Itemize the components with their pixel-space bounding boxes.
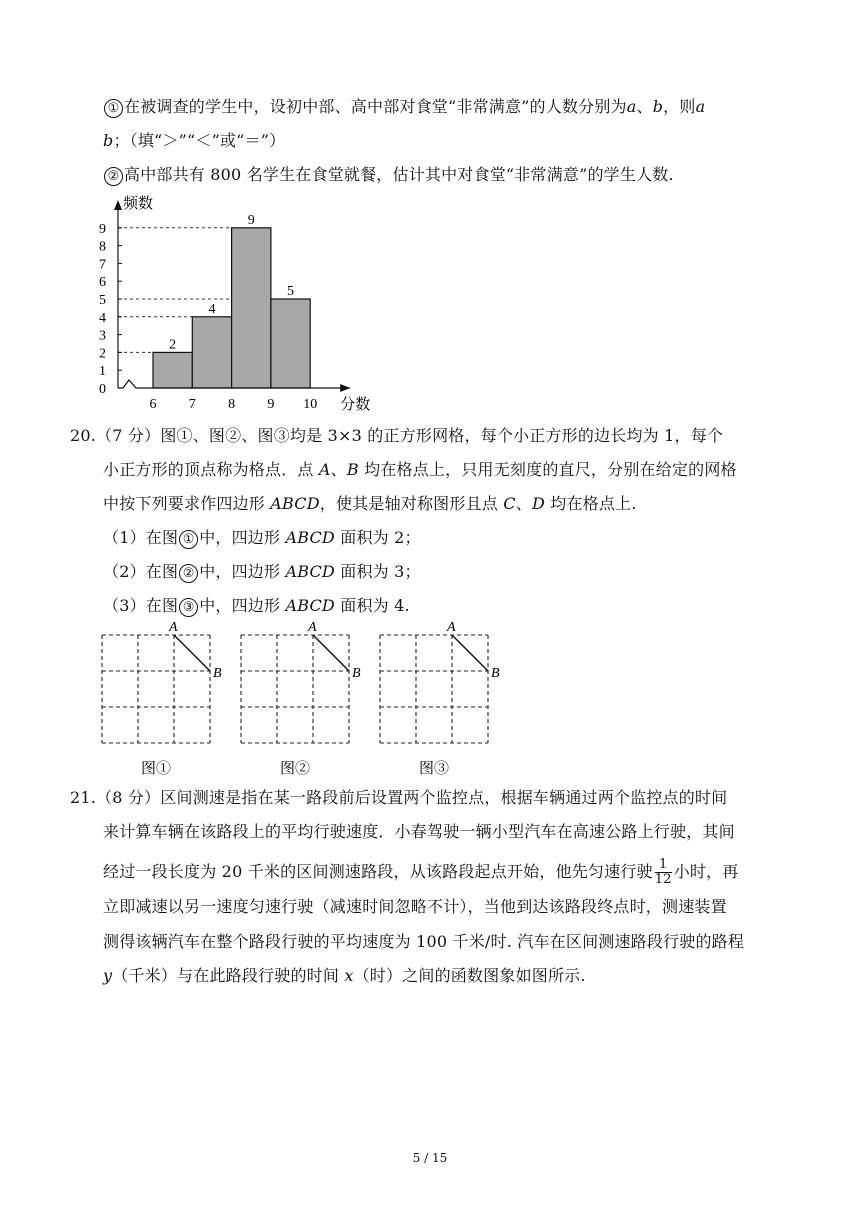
q20-intro-1: 图①、图②、图③均是 3×3 的正方形网格，每个小正方形的边长均为 1，每个 — [160, 426, 724, 445]
y-tick-label: 6 — [99, 275, 106, 291]
histogram-bar — [153, 352, 192, 388]
histogram-bar — [271, 299, 310, 388]
x-tick-label: 9 — [267, 397, 275, 412]
fraction-one-twelfth — [655, 858, 672, 887]
sub-text: 中，四边形 — [199, 528, 286, 547]
grid-3 — [380, 620, 500, 777]
label-b: B — [491, 666, 500, 681]
quad-abcd: ABCD — [270, 494, 320, 513]
q19-part1-line2 — [103, 131, 285, 151]
sep: 、 — [330, 460, 347, 479]
grid-caption: 图② — [279, 761, 311, 777]
point-a: A — [318, 460, 331, 479]
y-tick-label: 0 — [99, 382, 106, 397]
q21-line3 — [103, 858, 739, 887]
q21-text-6: （千米）与在此路段行驶的时间 — [112, 966, 345, 985]
bar-value-label: 5 — [287, 284, 295, 299]
x-axis-arrow — [340, 384, 350, 392]
grid-caption: 图③ — [418, 761, 450, 777]
sub-text: 面积为 3； — [334, 562, 421, 581]
q19-part1-line1 — [103, 97, 705, 118]
q19-part1-text: 在被调查的学生中，设初中部、高中部对食堂“非常满意”的人数分别为 — [124, 97, 627, 116]
y-tick-label: 3 — [99, 328, 106, 344]
q20-sub2 — [103, 562, 421, 583]
q21-text-3: 经过一段长度为 20 千米的区间测速路段，从该路段起点开始，他先匀速行驶 — [103, 862, 653, 881]
fraction-numerator: 1 — [655, 858, 672, 873]
histogram-bar — [192, 317, 231, 388]
x-axis-label: 分数 — [340, 397, 371, 413]
point-c: C — [503, 494, 516, 513]
q20-intro-3d: 均在格点上. — [544, 494, 637, 513]
y-axis-label: 频数 — [123, 196, 154, 212]
q21-line5 — [103, 932, 744, 952]
x-tick-label: 6 — [149, 397, 157, 412]
sub-text: 面积为 2； — [334, 528, 421, 547]
q21-line4 — [103, 897, 727, 917]
q20-sub1 — [103, 528, 421, 549]
sub-text: （1）在图 — [103, 528, 179, 547]
q19-part2-line — [103, 165, 674, 186]
label-b: B — [213, 666, 222, 681]
q20-line3 — [103, 494, 637, 514]
label-a: A — [308, 620, 317, 635]
grid-2 — [241, 620, 361, 777]
bar-value-label: 9 — [247, 212, 255, 228]
q20-score: （7 分） — [96, 426, 161, 445]
circled-3-marker: ③ — [179, 598, 198, 617]
label-a: A — [169, 620, 178, 635]
circled-1-marker: ① — [104, 99, 123, 118]
frequency-histogram — [0, 190, 400, 422]
q20-number: 20. — [70, 426, 97, 445]
fraction-denominator: 12 — [654, 872, 672, 887]
circled-2-marker: ② — [104, 167, 123, 186]
q20-line1 — [70, 426, 723, 446]
q20-intro-2c: 均在格点上，只用无刻度的直尺，分别在给定的网格 — [358, 460, 737, 479]
segment-ab — [174, 635, 210, 671]
y-tick-label: 7 — [99, 257, 106, 273]
y-tick-label: 1 — [99, 364, 106, 380]
grid-figures — [0, 615, 560, 785]
q21-text-5: 测得该辆汽车在整个路段行驶的平均速度为 100 千米/时. 汽车在区间测速路段行驶的路程 — [103, 932, 745, 951]
q20-intro-2: 小正方形的顶点称为格点．点 — [103, 460, 319, 479]
page-number: 5 / 15 — [412, 1151, 448, 1165]
x-tick-label: 8 — [228, 397, 236, 412]
label-a: A — [447, 620, 456, 635]
q19-part1-text-b: ，则 — [663, 97, 696, 116]
point-b: B — [346, 460, 359, 479]
var-x: x — [344, 966, 354, 985]
y-tick-label: 9 — [99, 221, 106, 237]
grid-caption: 图① — [140, 761, 172, 777]
q21-line1 — [70, 788, 727, 808]
q20-sub3 — [103, 596, 410, 617]
bar-value-label: 4 — [208, 301, 216, 317]
q21-text-3b: 小时，再 — [673, 862, 739, 881]
quad-abcd: ABCD — [285, 528, 335, 547]
sub-text: （2）在图 — [103, 562, 179, 581]
q20-line2 — [103, 460, 737, 480]
sub-text: 中，四边形 — [199, 562, 286, 581]
q21-text-2: 来计算车辆在该路段上的平均行驶速度．小春驾驶一辆小型汽车在高速公路上行驶，其间 — [103, 822, 735, 841]
q21-line6 — [103, 966, 586, 986]
sep: 、 — [515, 494, 532, 513]
sub-text: 中，四边形 — [199, 596, 286, 615]
var-y: y — [103, 966, 113, 985]
quad-abcd: ABCD — [285, 562, 335, 581]
q21-line2 — [103, 822, 735, 842]
sub-text: 面积为 4. — [334, 596, 410, 615]
q21-score: （8 分） — [96, 788, 161, 807]
q19-part2-text: 高中部共有 800 名学生在食堂就餐，估计其中对食堂“非常满意”的学生人数. — [124, 165, 674, 184]
q21-number: 21. — [70, 788, 97, 807]
label-b: B — [352, 666, 361, 681]
bar-value-label: 2 — [169, 337, 177, 353]
circled-2-marker: ② — [179, 564, 198, 583]
var-b: b — [103, 131, 114, 150]
circled-1-marker: ① — [179, 530, 198, 549]
quad-abcd: ABCD — [285, 596, 335, 615]
y-tick-label: 8 — [99, 239, 106, 255]
histogram-bar — [232, 228, 271, 388]
var-a: a — [695, 97, 706, 116]
x-tick-label: 7 — [188, 397, 196, 412]
q21-text-6b: （时）之间的函数图象如图所示. — [353, 966, 586, 985]
sep: 、 — [636, 97, 653, 116]
q21-text-4: 立即减速以另一速度匀速行驶（减速时间忽略不计），当他到达该路段终点时，测速装置 — [103, 897, 727, 916]
y-tick-label: 5 — [99, 293, 106, 308]
sub-text: （3）在图 — [103, 596, 179, 615]
segment-ab — [313, 635, 349, 671]
q20-intro-3b: ，使其是轴对称图形且点 — [319, 494, 504, 513]
var-a: a — [626, 97, 637, 116]
var-b: b — [652, 97, 664, 116]
grid-1 — [102, 620, 222, 777]
y-axis-arrow — [114, 200, 122, 210]
x-tick-label: 10 — [303, 397, 318, 412]
point-d: D — [531, 494, 545, 513]
q20-intro-3: 中按下列要求作四边形 — [103, 494, 271, 513]
q21-text-1: 区间测速是指在某一路段前后设置两个监控点，根据车辆通过两个监控点的时间 — [160, 788, 728, 807]
q19-part1-hint: ；（填“＞”“＜”或“＝”） — [113, 131, 286, 150]
y-tick-label: 2 — [99, 346, 106, 362]
segment-ab — [452, 635, 488, 671]
y-tick-label: 4 — [99, 310, 106, 326]
